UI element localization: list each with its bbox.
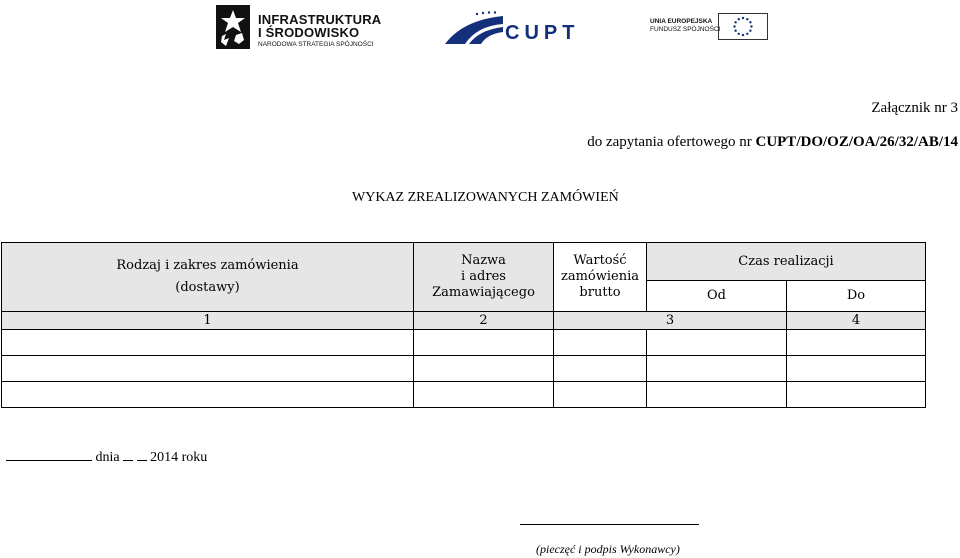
orders-table bbox=[1, 242, 926, 408]
header-from: Od bbox=[647, 281, 787, 312]
cupt-logo bbox=[443, 10, 580, 46]
table-cell[interactable] bbox=[647, 382, 787, 408]
header-value-line1: Wartość bbox=[573, 253, 627, 268]
signature-caption: (pieczęć i podpis Wykonawcy) bbox=[536, 542, 680, 556]
table-cell[interactable] bbox=[414, 330, 554, 356]
infrastruktura-line1: INFRASTRUKTURA bbox=[258, 12, 382, 27]
header-client-line3: Zamawiającego bbox=[432, 285, 535, 300]
infrastruktura-line2: I ŚRODOWISKO bbox=[258, 25, 360, 40]
table-cell[interactable] bbox=[2, 330, 414, 356]
cupt-road-icon bbox=[443, 10, 505, 46]
infrastruktura-logo bbox=[212, 2, 382, 52]
table-cell[interactable] bbox=[414, 382, 554, 408]
cupt-text: CUPT bbox=[505, 22, 580, 44]
table-cell[interactable] bbox=[414, 356, 554, 382]
eu-line2: FUNDUSZ SPÓJNOŚCI bbox=[650, 26, 721, 33]
table-row bbox=[2, 382, 926, 408]
header-client-line1: Nazwa bbox=[461, 253, 506, 268]
col-number-2: 2 bbox=[414, 312, 554, 330]
infrastruktura-emblem-icon bbox=[212, 2, 254, 52]
date-text-end: 2014 roku bbox=[146, 450, 208, 465]
date-line bbox=[6, 447, 207, 466]
infrastruktura-sub: NARODOWA STRATEGIA SPÓJNOŚCI bbox=[258, 41, 374, 48]
signature-line[interactable] bbox=[520, 524, 699, 525]
col-number-3: 3 bbox=[554, 312, 787, 330]
annex-label: Załącznik nr 3 bbox=[871, 100, 958, 116]
table-cell[interactable] bbox=[647, 330, 787, 356]
table-row bbox=[2, 356, 926, 382]
header-scope-line2: (dostawy) bbox=[175, 280, 240, 295]
header-value-line2: zamówienia bbox=[560, 269, 639, 284]
header-client bbox=[414, 243, 554, 312]
table-cell[interactable] bbox=[787, 382, 926, 408]
inquiry-reference bbox=[587, 134, 958, 151]
header-duration: Czas realizacji bbox=[647, 243, 926, 281]
header-scope-line1: Rodzaj i zakres zamówienia bbox=[116, 258, 299, 273]
table-cell[interactable] bbox=[647, 356, 787, 382]
table-cell[interactable] bbox=[554, 330, 647, 356]
place-blank[interactable] bbox=[6, 447, 92, 461]
inquiry-prefix: do zapytania ofertowego nr bbox=[587, 134, 756, 150]
header-value bbox=[554, 243, 647, 312]
table-cell[interactable] bbox=[787, 330, 926, 356]
inquiry-number: CUPT/DO/OZ/OA/26/32/AB/14 bbox=[755, 134, 958, 150]
table-cell[interactable] bbox=[2, 382, 414, 408]
date-text-mid: dnia bbox=[92, 450, 124, 465]
table-row bbox=[2, 330, 926, 356]
day-blank[interactable] bbox=[123, 447, 133, 461]
table-cell[interactable] bbox=[2, 356, 414, 382]
table-cell[interactable] bbox=[554, 356, 647, 382]
table-cell[interactable] bbox=[554, 382, 647, 408]
eu-line1: UNIA EUROPEJSKA bbox=[650, 18, 713, 25]
document-title: WYKAZ ZREALIZOWANYCH ZAMÓWIEŃ bbox=[352, 190, 619, 205]
eu-flag-icon bbox=[718, 13, 768, 40]
header-scope bbox=[2, 243, 414, 312]
col-number-4: 4 bbox=[787, 312, 926, 330]
header-value-line3: brutto bbox=[579, 285, 621, 300]
header-client-line2: i adres bbox=[461, 269, 506, 284]
month-blank[interactable] bbox=[137, 447, 147, 461]
table-cell[interactable] bbox=[787, 356, 926, 382]
header-to: Do bbox=[787, 281, 926, 312]
eu-logo bbox=[646, 13, 770, 41]
col-number-1: 1 bbox=[2, 312, 414, 330]
